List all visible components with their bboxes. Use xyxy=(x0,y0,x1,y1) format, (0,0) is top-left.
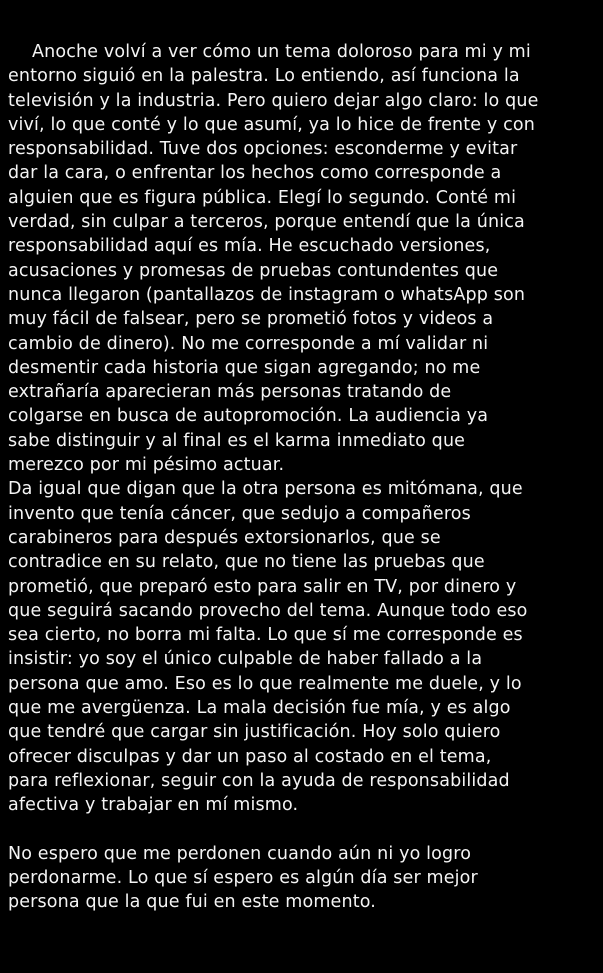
text-line: extrañaría aparecieran más personas tratando de xyxy=(8,382,452,403)
text-line: responsabilidad. Tuve dos opciones: esconderme y evitar xyxy=(8,139,518,160)
text-line: verdad, sin culpar a terceros, porque entendí que la única xyxy=(8,212,525,233)
text-line: contradice en su relato, que no tiene las pruebas que xyxy=(8,552,485,573)
text-line: para reflexionar, seguir con la ayuda de responsabilidad xyxy=(8,770,510,791)
text-line: persona que la que fui en este momento. xyxy=(8,892,376,913)
text-line: que seguirá sacando provecho del tema. Aunque todo eso xyxy=(8,600,528,621)
text-line: televisión y la industria. Pero quiero dejar algo claro: lo que xyxy=(8,90,539,111)
text-line: cambio de dinero). No me corresponde a mí validar ni xyxy=(8,333,489,354)
text-line: alguien que es figura pública. Elegí lo segundo. Conté mi xyxy=(8,187,517,208)
text-line: viví, lo que conté y lo que asumí, ya lo hice de frente y con xyxy=(8,114,536,135)
text-line: sea cierto, no borra mi falta. Lo que sí me corresponde es xyxy=(8,625,523,646)
text-line: merezco por mi pésimo actuar. xyxy=(8,455,285,476)
text-line: sabe distinguir y al final es el karma inmediato que xyxy=(8,430,466,451)
paragraph-2 xyxy=(8,477,598,817)
text-line: que me avergüenza. La mala decisión fue mía, y es algo xyxy=(8,698,511,719)
text-line: acusaciones y promesas de pruebas contundentes que xyxy=(8,260,499,281)
text-line: dar la cara, o enfrentar los hechos como corresponde a xyxy=(8,163,502,184)
text-line: colgarse en busca de autopromoción. La audiencia ya xyxy=(8,406,489,427)
text-line: muy fácil de falsear, pero se prometió fotos y videos a xyxy=(8,309,494,330)
text-line: desmentir cada historia que sigan agregando; no me xyxy=(8,357,481,378)
text-line: insistir: yo soy el único culpable de haber fallado a la xyxy=(8,649,483,670)
text-line: ofrecer disculpas y dar un paso al costado en el tema, xyxy=(8,746,492,767)
statement-text xyxy=(8,40,598,915)
text-line: que tendré que cargar sin justificación. Hoy solo quiero xyxy=(8,722,501,743)
text-line: persona que amo. Eso es lo que realmente me duele, y lo xyxy=(8,673,522,694)
text-line: entorno siguió en la palestra. Lo entiendo, así funciona la xyxy=(8,66,520,87)
text-line: nunca llegaron (pantallazos de instagram o whatsApp son xyxy=(8,284,526,305)
text-line: carabineros para después extorsionarlos, que se xyxy=(8,527,441,548)
paragraph-3 xyxy=(8,842,598,915)
paragraph-1 xyxy=(8,40,598,477)
text-line: Anoche volví a ver cómo un tema doloroso para mi y mi xyxy=(32,42,531,62)
text-line: prometió, que preparó esto para salir en TV, por dinero y xyxy=(8,576,517,597)
paragraph-spacer xyxy=(8,818,598,842)
text-line: afectiva y trabajar en mí mismo. xyxy=(8,795,299,816)
text-line: invento que tenía cáncer, que sedujo a compañeros xyxy=(8,503,471,524)
text-line: Da igual que digan que la otra persona es mitómana, que xyxy=(8,479,523,500)
text-line: perdonarme. Lo que sí espero es algún día ser mejor xyxy=(8,868,478,889)
text-line: No espero que me perdonen cuando aún ni yo logro xyxy=(8,843,472,864)
text-line: responsabilidad aquí es mía. He escuchado versiones, xyxy=(8,236,491,257)
